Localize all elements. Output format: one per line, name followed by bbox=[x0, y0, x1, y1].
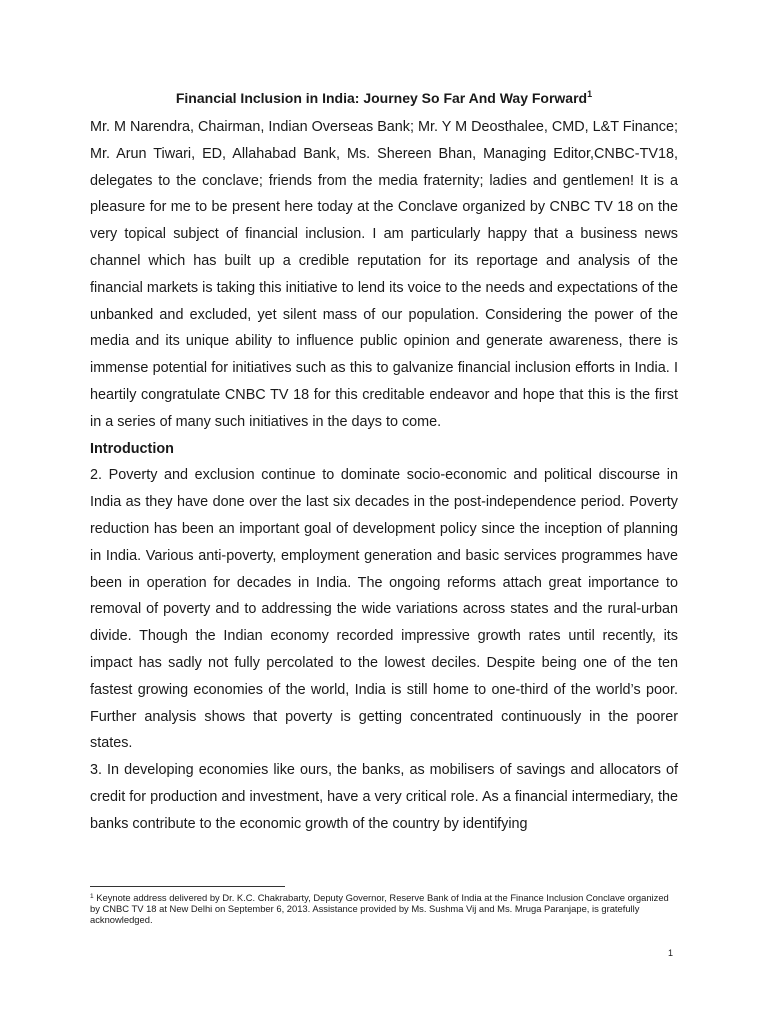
footnote bbox=[90, 892, 678, 925]
title-text: Financial Inclusion in India: Journey So Far And Way Forward bbox=[175, 90, 588, 106]
document-title bbox=[90, 88, 678, 108]
footnote-marker: 1 bbox=[90, 893, 94, 900]
footnote-text: Keynote address delivered by Dr. K.C. Chakrabarty, Deputy Governor, Reserve Bank of India at the Finance Inclusion Conclave organized by CNBC TV 18 at New Delhi on September 6, 2013. Assistance provided by Ms. Sushma Vij and Ms. Mruga Paranjape, is gratefully acknowledged. bbox=[90, 892, 669, 925]
paragraph-opening: Mr. M Narendra, Chairman, Indian Overseas Bank; Mr. Y M Deosthalee, CMD, L&T Finance; Mr. Arun Tiwari, ED, Allahabad Bank, Ms. Shereen Bhan, Managing Editor,CNBC-TV18, delegates to the conclave; friends from the media fraternity; ladies and gentlemen! It is a pleasure for me to be present here today at the Conclave organized by CNBC TV 18 on the very topical subject of financial inclusion. I am particularly happy that a business news channel which has built up a credible reputation for its reportage and analysis of the financial markets is taking this initiative to lend its voice to the needs and expectations of the unbanked and excluded, yet silent mass of our population. Considering the power of the media and its unique ability to influence public opinion and generate awareness, there is immense potential for initiatives such as this to galvanize financial inclusion efforts in India. I heartily congratulate CNBC TV 18 for this creditable endeavor and hope that this is the first in a series of many such initiatives in the days to come. bbox=[90, 119, 678, 430]
footnote-separator bbox=[90, 886, 285, 887]
document-body bbox=[90, 88, 678, 838]
paragraph-3: 3. In developing economies like ours, the banks, as mobilisers of savings and allocators of credit for production and investment, have a very critical role. As a financial intermediary, the banks contribute to the economic growth of the country by identifying bbox=[90, 762, 678, 832]
section-heading: Introduction bbox=[90, 440, 174, 457]
page-number: 1 bbox=[668, 948, 674, 958]
paragraph-2: 2. Poverty and exclusion continue to dominate socio-economic and political discourse in India as they have done over the last six decades in the post-independence period. Poverty reduction has been an important goal of development policy since the inception of planning in India. Various anti-poverty, employment generation and basic services programmes have been in operation for decades in India. The ongoing reforms attach great importance to removal of poverty and to addressing the wide variations across states and the rural-urban divide. Though the Indian economy recorded impressive growth rates until recently, its impact has sadly not fully percolated to the lowest deciles. Despite being one of the ten fastest growing economies of the world, India is still home to one-third of the world’s poor. Further analysis shows that poverty is getting concentrated continuously in the poorer states. bbox=[90, 467, 678, 752]
title-footnote-marker: 1 bbox=[587, 89, 593, 99]
